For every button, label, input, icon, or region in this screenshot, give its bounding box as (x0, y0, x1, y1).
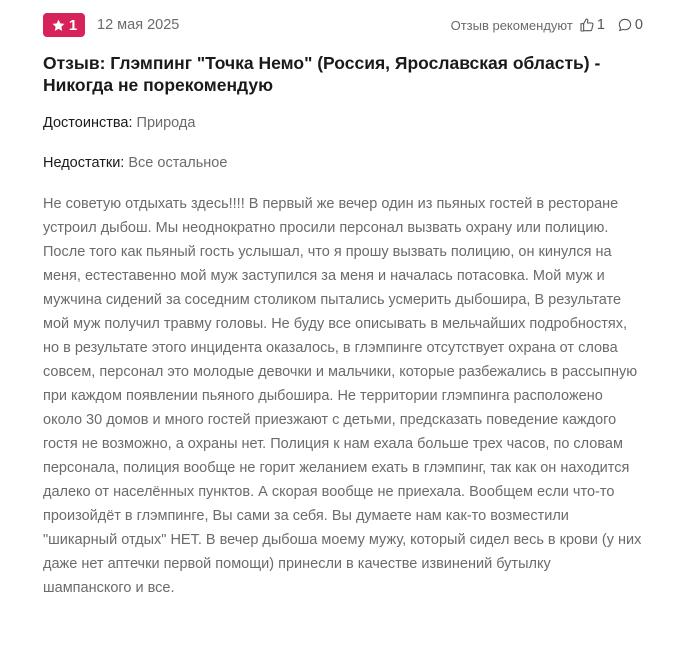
rating-badge (43, 13, 85, 37)
cons-value: Все остальное (128, 155, 228, 171)
comment-icon (617, 17, 633, 33)
cons-label: Недостатки: (43, 155, 125, 171)
review-body: Не советую отдыхать здесь!!!! В первый же вечер один из пьяных гостей в ресторане устроил дыбош. Мы неоднократно просили персонал вызвать охрану или полицию. После того как пьяный гость услышал, что я прошу вызвать полицию, он кинулся на меня, естеставенно мой муж заступился за меня и началась потасовка. Мой муж и мужчина сидений за соседним столиком пытались усмерить дыбошира, В результате мой муж получил травму головы. Не буду все описывать в мельчайших подробностях, но в результате этого инцидента оказалось, в глэмпинге отсутствует охрана от слова совсем, персонал это молодые девочки и мальчики, которые разбежались в рассыпную при каждом появлении пьяного дыбошира. Не территории глэмпинга расположено около 30 домов и много гостей приезжают с детьми, предсказать поведение каждого гостя не возможно, а охраны нет. Полиция к нам ехала больше трех часов, по словам персонала, полиция вообще не горит желанием ехать в глэмпинг, так как он находится далеко от населённых пунктов. А скорая вообще не приехала. Вообщем если что-то произойдёт в глэмпинге, Вы сами за себя. Вы думаете нам как-то возместили "шикарный отдых" НЕТ. В вечер дыбоша моему мужу, который сидел весь в крови (у них даже нет аптечки первой помощи) принесли в качестве извинений бутылку шампанского и все. (43, 196, 642, 596)
review-date: 12 мая 2025 (97, 17, 180, 33)
pros-label: Достоинства: (43, 115, 133, 131)
review-meta (43, 13, 179, 37)
review-cons (43, 153, 643, 173)
like-count: 1 (596, 17, 605, 33)
review-stats (451, 17, 643, 33)
review-pros (43, 113, 643, 133)
rating-value: 1 (68, 16, 78, 34)
star-icon (51, 18, 66, 33)
review-title: Отзыв: Глэмпинг "Точка Немо" (Россия, Ярославская область) - Никогда не порекомендую (43, 53, 601, 95)
thumbs-up-icon (579, 17, 595, 33)
comments-button[interactable] (617, 17, 643, 33)
review-header (43, 0, 643, 50)
recommend-label: Отзыв рекомендуют (450, 17, 573, 33)
pros-value: Природа (136, 115, 196, 131)
like-button[interactable] (579, 17, 605, 33)
comment-count: 0 (634, 17, 643, 33)
